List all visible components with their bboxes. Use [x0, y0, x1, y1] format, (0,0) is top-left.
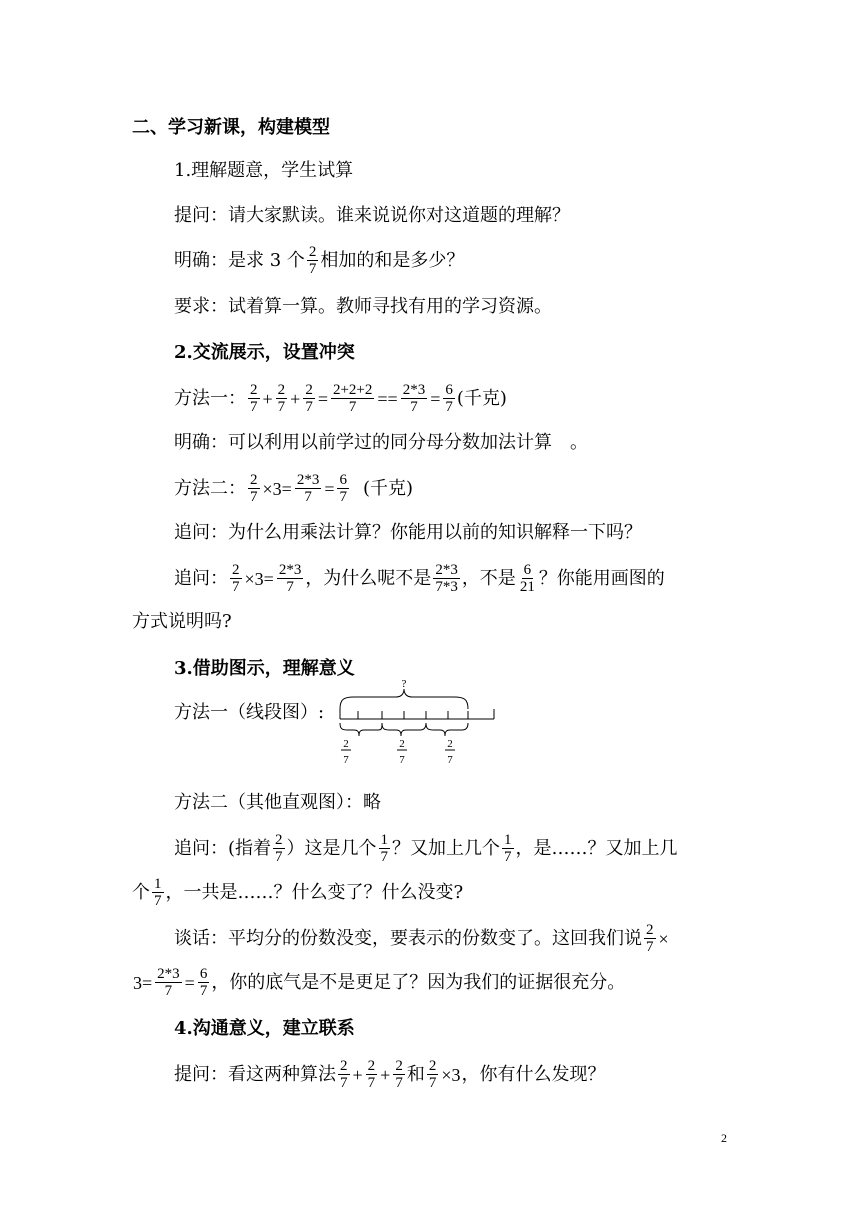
svg-text:2: 2 [399, 738, 405, 750]
svg-text:7: 7 [447, 754, 453, 766]
step3-heading: 3.借助图示，理解意义 [174, 658, 355, 679]
step4-ask: 提问：看这两种算法 $\frac{2}{7}$ + $\frac{2}{7}$ + $\frac{2}{7}$ 和 $\frac{2}{7}$ ×3 ，你有什么发现？ [174, 1058, 606, 1091]
step4-heading: 4.沟通意义，建立联系 [174, 1018, 355, 1039]
step2-clarify: 明确：可以利用以前学过的同分母分数加法计算 。 [174, 432, 588, 453]
fraction: $\frac{1}{7}$ [380, 832, 389, 865]
fraction: $\frac{2*3}{7}$ [157, 966, 180, 999]
fraction: $\frac{2}{7}$ [232, 562, 240, 595]
step1-clarify: 明确：是求 3 个 $\frac{2}{7}$ 相加的和是多少？ [174, 244, 465, 277]
fraction: $\frac{2*3}{7}$ [296, 472, 320, 505]
step3-method1: 方法一（线段图）: [174, 702, 325, 723]
fraction: $\frac{6}{21}$ [519, 562, 535, 595]
question-mark: ? [401, 678, 407, 690]
bottom-brace-1 [340, 723, 382, 736]
step1-require: 要求：试着算一算。教师寻找有用的学习资源。 [174, 296, 552, 317]
fraction: $\frac{2}{7}$ [275, 832, 283, 865]
fraction: $\frac{2}{7}$ [340, 1058, 348, 1091]
fraction: $\frac{2}{7}$ [277, 382, 286, 415]
svg-text:7: 7 [343, 754, 349, 766]
fraction: $\frac{2}{7}$ [395, 1058, 403, 1091]
step3-followup: 追问：(指着 $\frac{2}{7}$ ）这是几个 $\frac{1}{7}$ ？又加上几个 $\frac{1}{7}$ ，是……？又加上几 [174, 832, 678, 865]
fraction: $\frac{2}{7}$ [367, 1058, 376, 1091]
page-number: 2 [721, 1131, 727, 1145]
svg-text:7: 7 [399, 754, 405, 766]
fraction: $\frac{6}{7}$ [445, 382, 453, 415]
fraction: $\frac{1}{7}$ [154, 876, 162, 909]
fraction: $\frac{2}{7}$ [305, 382, 313, 415]
step2-method1: 方法一： $\frac{2}{7}$ + $\frac{2}{7}$ + $\frac{2}{7}$ = $\frac{2+2+2}{7}$ == $\frac{2*3}{7}$ = $\frac{6}{7}$ (千克) [174, 382, 507, 415]
fraction: $\frac{2}{7}$ [646, 922, 654, 955]
fraction: $\frac{2}{7}$ [250, 382, 258, 415]
bottom-brace-3 [426, 723, 468, 736]
step3-method2: 方法二（其他直观图）：略 [174, 792, 381, 813]
svg-text:2: 2 [343, 738, 349, 750]
step2-method2: 方法二： $\frac{2}{7}$ ×3= $\frac{2*3}{7}$ = $\frac{6}{7}$ (千克) [174, 472, 414, 505]
line-segment-diagram [334, 675, 504, 775]
step3-talk-line2: 3= $\frac{2*3}{7}$ = $\frac{6}{7}$ ，你的底气是不是更足了？因为我们的证据很充分。 [133, 966, 626, 999]
step2-followup1: 追问：为什么用乘法计算？你能用以前的知识解释一下吗？ [174, 522, 642, 543]
fraction: $\frac{2}{7}$ [308, 244, 317, 277]
fraction: $\frac{2*3}{7*3}$ [435, 562, 458, 595]
step1-ask: 提问：请大家默读。谁来说说你对这道题的理解？ [174, 205, 570, 226]
fraction: $\frac{6}{7}$ [199, 966, 208, 999]
step2-heading: 2.交流展示，设置冲突 [174, 342, 355, 363]
fraction: $\frac{1}{7}$ [504, 832, 512, 865]
step2-followup2-line2: 方式说明吗? [132, 611, 232, 632]
fraction: $\frac{2}{7}$ [428, 1058, 437, 1091]
fraction: $\frac{2*3}{7}$ [402, 382, 426, 415]
step1-heading: 1.理解题意，学生试算 [174, 160, 354, 181]
top-brace [340, 689, 468, 709]
section-heading: 二、学习新课，构建模型 [132, 117, 330, 138]
fraction: $\frac{2*3}{7}$ [278, 562, 302, 595]
fraction: $\frac{2}{7}$ [250, 472, 258, 505]
fraction: $\frac{6}{7}$ [339, 472, 347, 505]
step3-talk: 谈话：平均分的份数没变，要表示的份数变了。这回我们说 $\frac{2}{7}$ × [174, 922, 669, 955]
step2-followup2: 追问： $\frac{2}{7}$ ×3= $\frac{2*3}{7}$ ，为什么呢不是 $\frac{2*3}{7*3}$ ，不是 $\frac{6}{21}$ ？你能用画图的 [174, 562, 665, 595]
step3-followup-line2: 个 $\frac{1}{7}$ ，一共是……？什么变了？什么没变? [132, 876, 464, 909]
svg-text:2: 2 [447, 738, 453, 750]
fraction: $\frac{2+2+2}{7}$ [332, 382, 373, 415]
bottom-brace-2 [382, 723, 426, 736]
